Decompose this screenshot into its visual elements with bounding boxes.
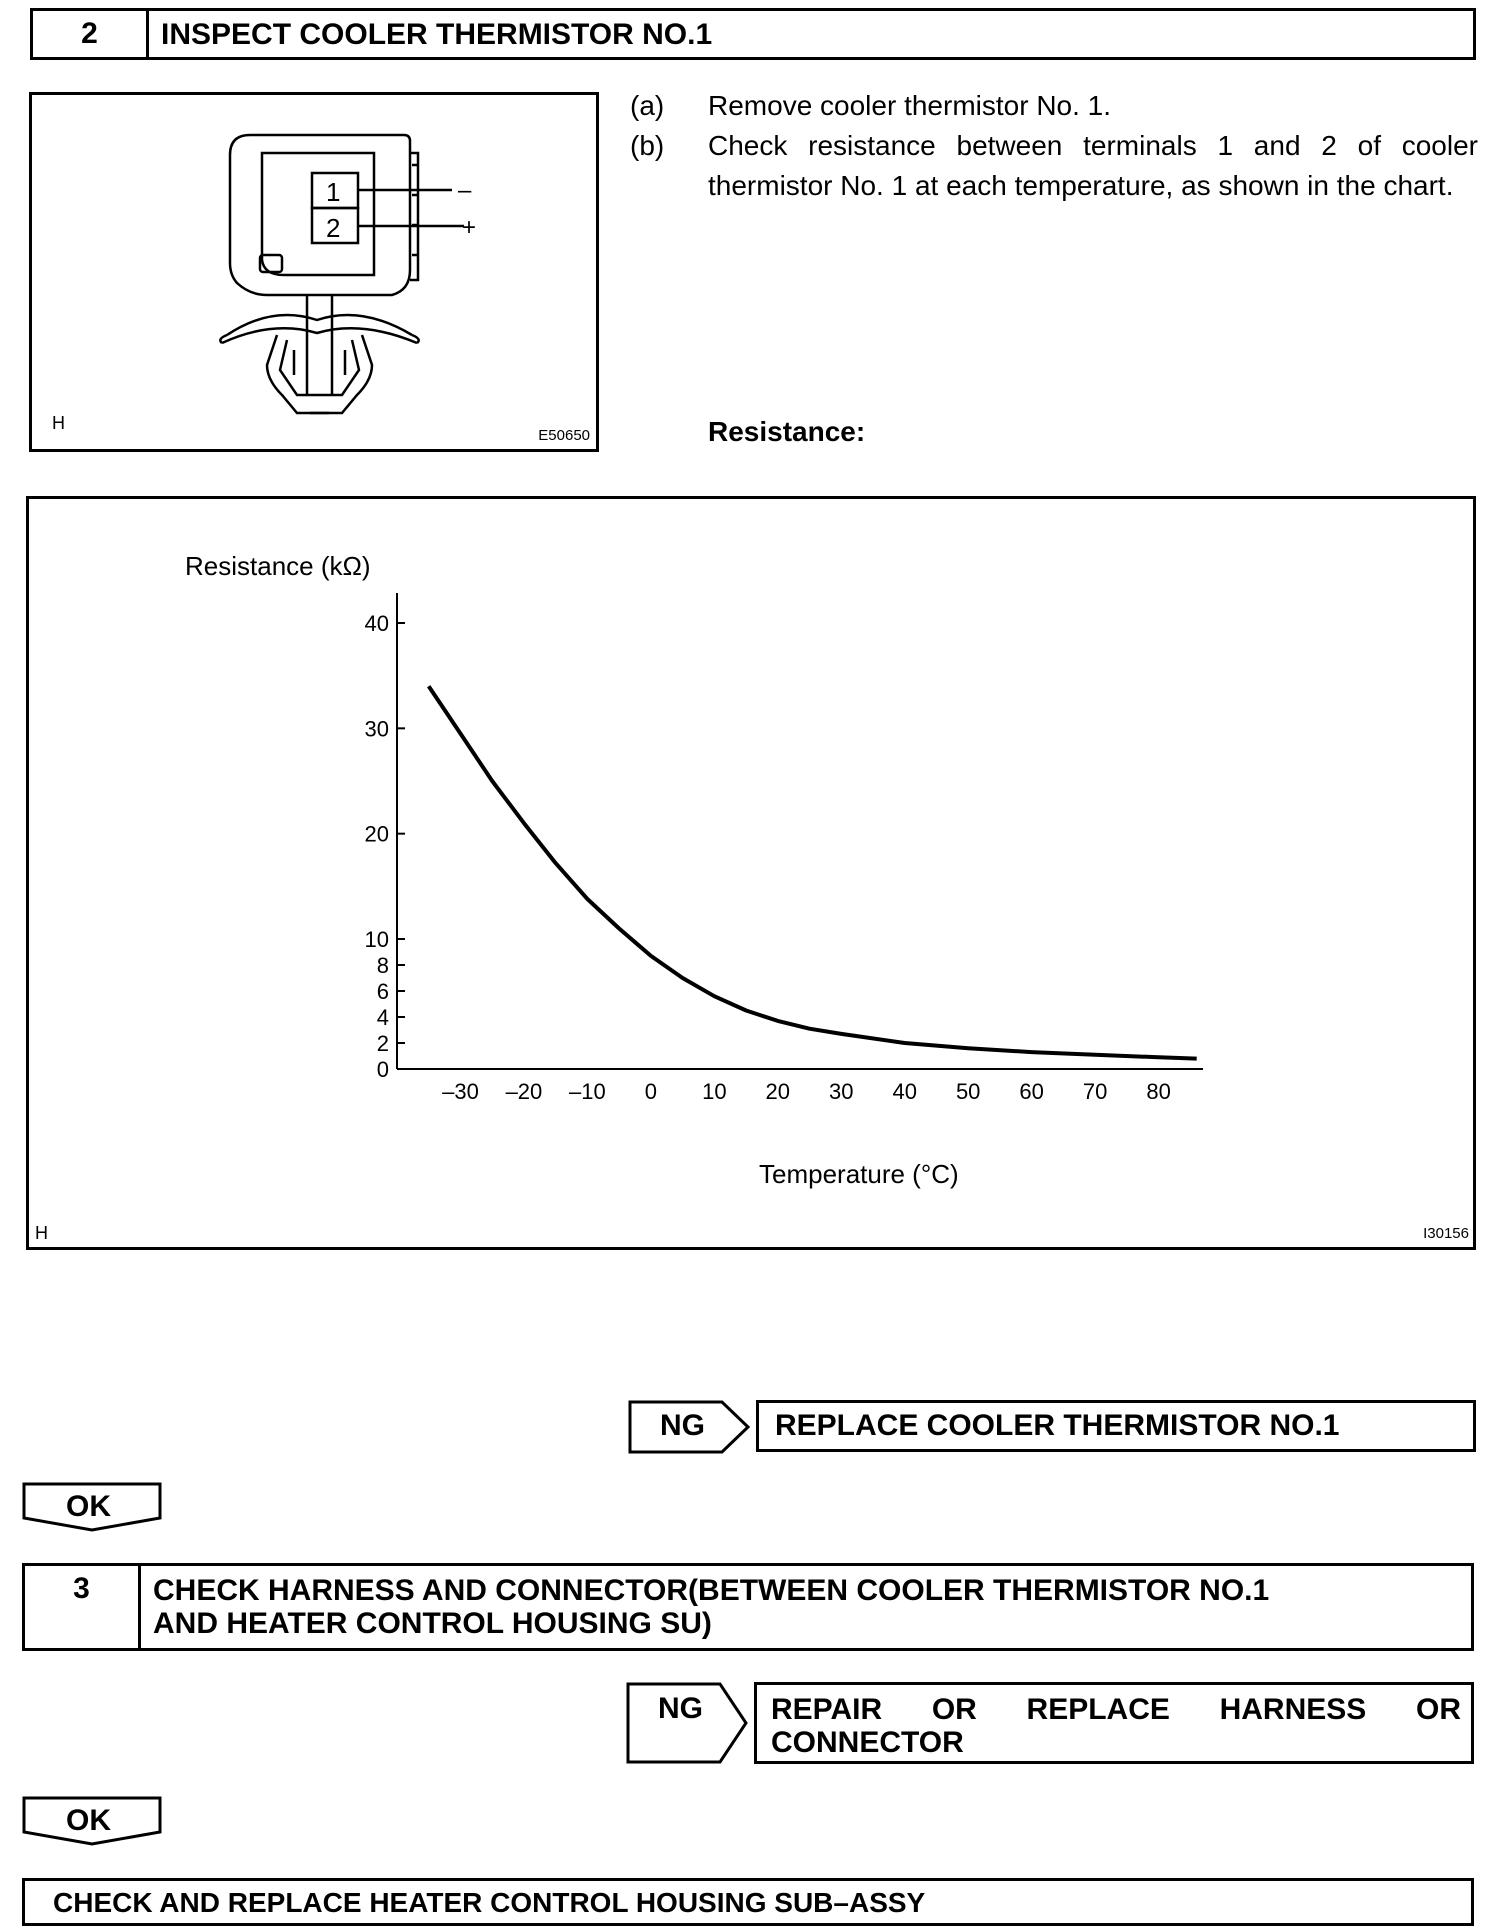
- y-tick-label: 0: [376, 1057, 389, 1082]
- y-tick-label: 6: [376, 979, 389, 1004]
- connector-figure: [29, 92, 599, 452]
- y-tick-label: 4: [376, 1005, 389, 1030]
- y-tick-label: 30: [364, 716, 389, 742]
- x-tick-label: –30: [442, 1079, 479, 1104]
- x-tick-label: –10: [569, 1079, 606, 1104]
- step3-ng-word-4: HARNESS: [1219, 1693, 1367, 1726]
- instruction-a-text: Remove cooler thermistor No. 1.: [708, 90, 1112, 121]
- x-tick-label: –20: [505, 1079, 543, 1104]
- y-tick-label: 8: [376, 953, 389, 978]
- step2-header: [30, 8, 1476, 60]
- final-step-box: [22, 1878, 1474, 1926]
- step3-ng-label: NG: [658, 1692, 703, 1725]
- y-tick-label: 2: [376, 1031, 389, 1056]
- chart-code: I30156: [1423, 1225, 1469, 1242]
- x-tick-label: 30: [829, 1079, 854, 1104]
- figure-code: E50650: [538, 427, 590, 444]
- step3-ng-word-1: REPAIR: [771, 1693, 883, 1726]
- figure-letter-h: H: [52, 413, 65, 433]
- connector-body-outline: [230, 135, 410, 295]
- y-tick-label: 20: [364, 821, 389, 847]
- step2-title: INSPECT COOLER THERMISTOR NO.1: [161, 18, 713, 51]
- step2-ng-action: [756, 1400, 1476, 1452]
- x-tick-label: 60: [1019, 1079, 1044, 1104]
- resistance-chart: [26, 496, 1476, 1250]
- step3-ng-action-line1: [771, 1693, 1461, 1726]
- x-tick-label: 20: [765, 1079, 791, 1104]
- connector-illustration: [32, 95, 596, 449]
- step2-header-divider: [146, 11, 149, 57]
- x-tick-label: 50: [955, 1079, 981, 1104]
- step3-ng-word-3: REPLACE: [1026, 1693, 1170, 1726]
- step3-ng-word-2: OR: [931, 1693, 977, 1726]
- resistance-curve: [429, 686, 1197, 1058]
- step3-title-line2: AND HEATER CONTROL HOUSING SU): [153, 1607, 712, 1640]
- plus-sign: +: [462, 214, 477, 241]
- step3-ng-action: [754, 1682, 1474, 1764]
- instruction-b-text: Check resistance between terminals 1 and 2 of cooler thermistor No. 1 at each temperature, as shown in the chart.: [708, 130, 1478, 201]
- final-step-text: CHECK AND REPLACE HEATER CONTROL HOUSING SUB–ASSY: [53, 1887, 926, 1918]
- step3-header-divider: [138, 1566, 141, 1648]
- minus-sign: –: [458, 177, 472, 204]
- instruction-a-label: (a): [630, 90, 665, 121]
- step3-ng-action-line2: CONNECTOR: [771, 1726, 964, 1759]
- x-tick-label: 40: [892, 1079, 917, 1104]
- x-tick-label: 70: [1082, 1079, 1108, 1104]
- x-tick-label: 10: [702, 1079, 727, 1104]
- step2-ok-label: OK: [66, 1490, 111, 1523]
- step2-ng-action-text: REPLACE COOLER THERMISTOR NO.1: [775, 1409, 1340, 1442]
- terminal-1-label: 1: [326, 177, 341, 207]
- step3-number: 3: [73, 1572, 90, 1605]
- step2-number: 2: [81, 17, 98, 50]
- resistance-heading: Resistance:: [708, 416, 866, 447]
- step3-title-line1: CHECK HARNESS AND CONNECTOR(BETWEEN COOLER THERMISTOR NO.1: [153, 1574, 1270, 1607]
- step3-header: [22, 1563, 1474, 1651]
- chart-y-label: Resistance (kΩ): [185, 551, 371, 581]
- terminal-2-label: 2: [326, 213, 341, 243]
- x-tick-label: 80: [1146, 1079, 1171, 1104]
- y-tick-label: 10: [364, 927, 389, 952]
- step3-ng-word-5: OR: [1416, 1693, 1461, 1726]
- chart-x-label: Temperature (°C): [759, 1159, 959, 1189]
- x-tick-label: 0: [644, 1079, 657, 1104]
- instruction-b-label: (b): [630, 130, 665, 161]
- step2-ng-label: NG: [660, 1409, 705, 1442]
- chart-plot: [29, 499, 1473, 1247]
- chart-letter-h: H: [35, 1223, 48, 1243]
- step3-ok-label: OK: [66, 1804, 111, 1837]
- y-tick-label: 40: [364, 611, 389, 636]
